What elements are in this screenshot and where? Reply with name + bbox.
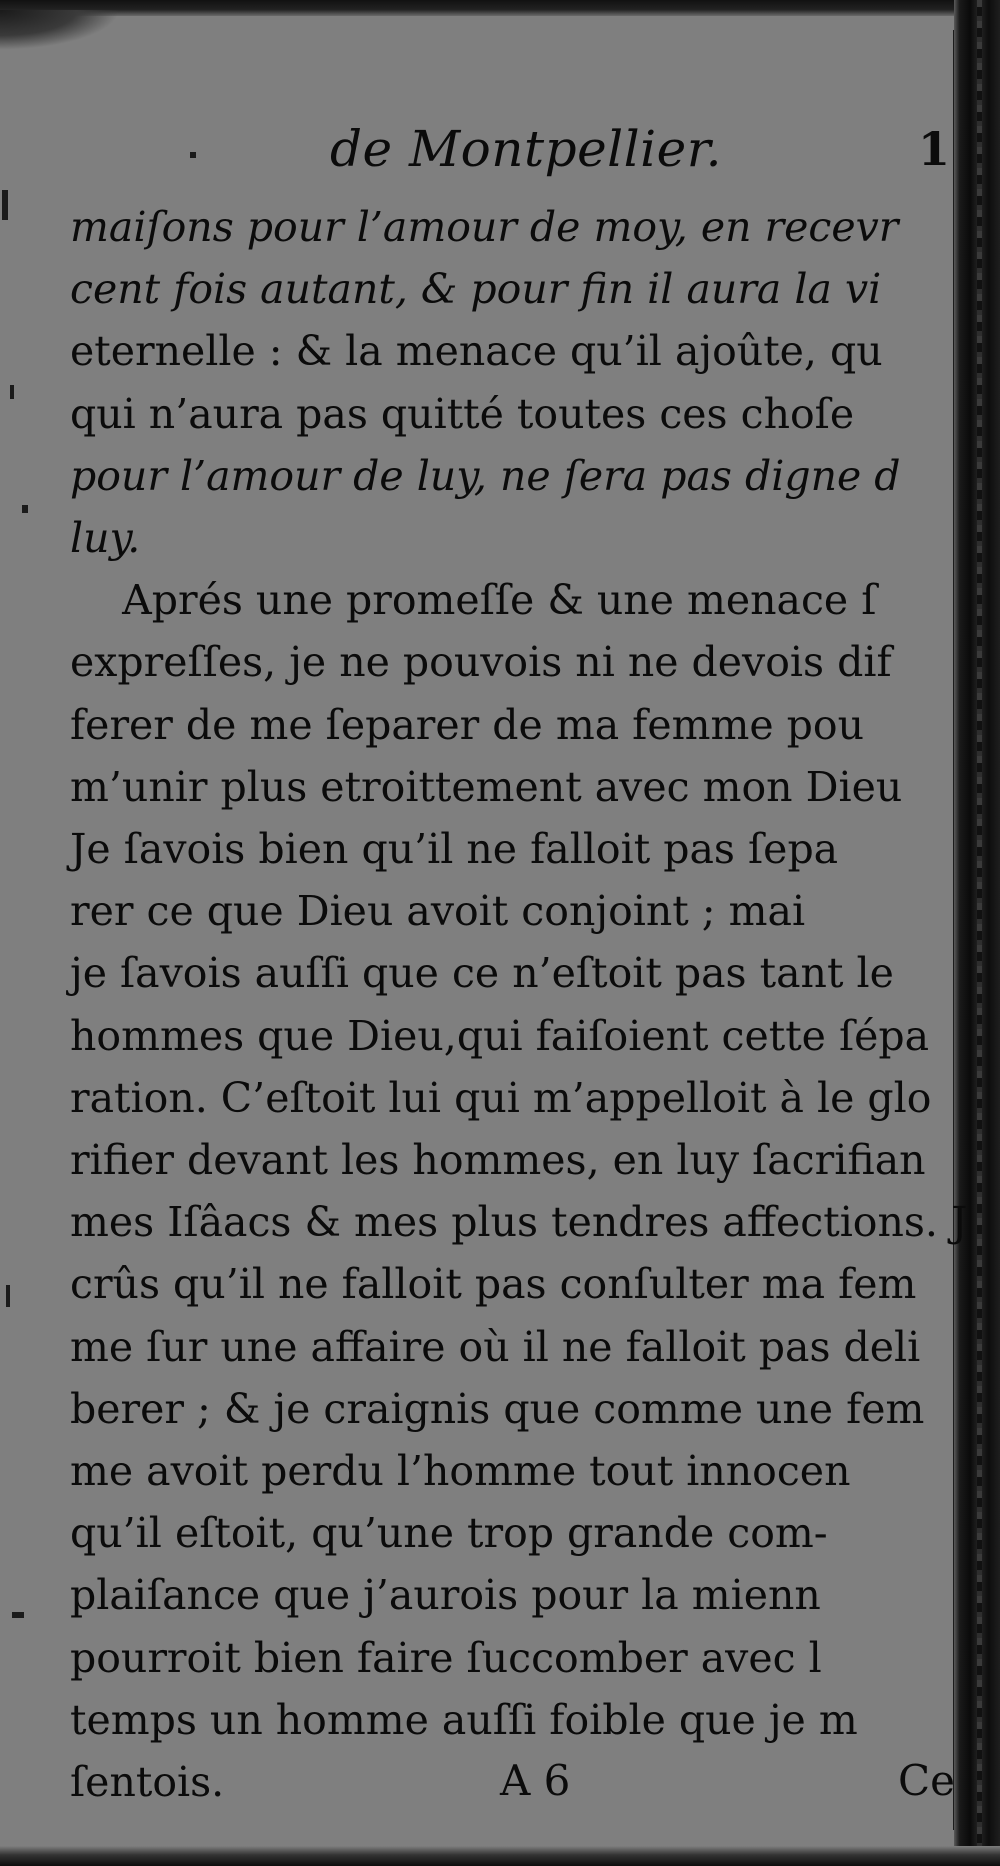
page-number: 1 xyxy=(918,122,951,176)
text-line: m’unir plus etroittement avec mon Dieu xyxy=(70,763,903,811)
text-line: luy. xyxy=(70,514,141,562)
text-line: mes Iſâacs & mes plus tendres affections. J xyxy=(70,1198,968,1246)
text-line: me ſur une affaire où il ne falloit pas deli xyxy=(70,1323,921,1371)
catchword: Ce xyxy=(898,1756,955,1805)
text-line: qui n’aura pas quitté toutes ces choſe xyxy=(70,390,855,438)
text-line: rer ce que Dieu avoit conjoint ; mai xyxy=(70,887,806,935)
scan-page-curl xyxy=(0,10,120,50)
margin-speck xyxy=(6,1285,10,1307)
text-line: pourroit bien faire ſuccomber avec l xyxy=(70,1634,822,1682)
text-line: plaiſance que j’aurois pour la mienn xyxy=(70,1571,821,1619)
text-line: ferer de me ſeparer de ma femme pou xyxy=(70,701,864,749)
text-line: Je ſavois bien qu’il ne falloit pas ſepa xyxy=(70,825,839,873)
margin-speck xyxy=(2,190,8,220)
margin-speck xyxy=(10,385,14,399)
text-line: Aprés une promeſſe & une menace ſ xyxy=(70,576,877,624)
text-line: pour l’amour de luy, ne ſera pas digne d xyxy=(70,452,901,500)
text-line: berer ; & je craignis que comme une fem xyxy=(70,1385,925,1433)
text-line: temps un homme auſſi foible que je m xyxy=(70,1696,858,1744)
text-line: crûs qu’il ne falloit pas conſulter ma fem xyxy=(70,1260,917,1308)
scan-right-streak xyxy=(977,0,982,1866)
margin-speck xyxy=(12,1612,24,1618)
text-line: hommes que Dieu,qui faiſoient cette ſépa xyxy=(70,1012,930,1060)
scan-bottom-edge xyxy=(0,1846,1000,1866)
text-line: je ſavois auſſi que ce n’eſtoit pas tant le xyxy=(70,949,894,997)
page-footer xyxy=(0,1756,960,1822)
text-line: qu’il eſtoit, qu’une trop grande com- xyxy=(70,1509,828,1557)
text-line: me avoit perdu l’homme tout innocen xyxy=(70,1447,851,1495)
text-line: ration. C’eſtoit lui qui m’appelloit à le glo xyxy=(70,1074,932,1122)
running-head xyxy=(0,120,955,190)
margin-speck xyxy=(22,505,28,513)
text-line: eternelle : & la menace qu’il ajoûte, qu xyxy=(70,327,883,375)
text-line: cent fois autant, & pour fin il aura la vi xyxy=(70,265,882,313)
running-title: de Montpellier. xyxy=(330,120,723,178)
text-line: expreſſes, je ne pouvois ni ne devois dif xyxy=(70,638,892,686)
signature-mark: A 6 xyxy=(500,1756,571,1805)
text-line: maiſons pour l’amour de moy, en recevr xyxy=(70,203,899,251)
text-line: rifier devant les hommes, en luy ſacrifian xyxy=(70,1136,926,1184)
text-line: ſentois. xyxy=(70,1758,225,1806)
scan-top-edge xyxy=(0,0,1000,16)
